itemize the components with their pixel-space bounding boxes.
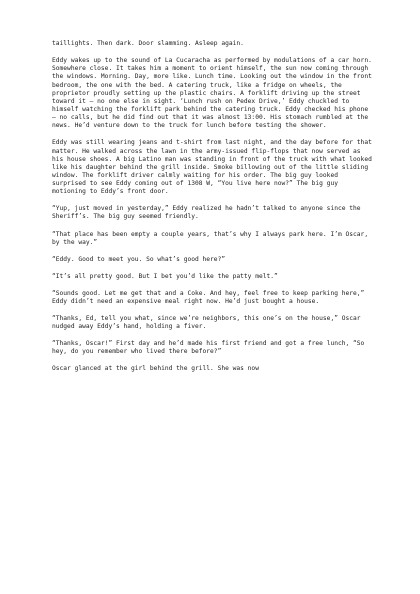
paragraph: “Eddy. Good to meet you. So what’s good here?” [52,255,226,263]
paragraph: “Thanks, Oscar!” First day and he’d made his first friend and got a free lunch, “So hey, do you remember who lived there before?” [52,340,365,356]
paragraph: “That place has been empty a couple years, that’s why I always park here. I’m Oscar, by the way.” [52,230,369,246]
paragraph: “Thanks, Ed, tell you what, since we’re neighbors, this one’s on the house,” Oscar nudged away Eddy’s hand, holding a fiver. [52,315,361,331]
paragraph: “Yup, just moved in yesterday,” Eddy realized he hadn’t talked to anyone since the Sheriff’s. The big guy seemed friendly. [52,205,361,221]
paragraph: Oscar glanced at the girl behind the grill. She was now [52,365,259,373]
paragraph: Eddy was still wearing jeans and t-shirt from last night, and the day before for that matter. He walked across the lawn in the army-issued flip-flops that now served as his house shoes. A big Latino man was standing in front of the truck with what looked like his daughter behind the grill inside. Smoke billowing out of the little sliding window. The forklift driver calmly waiting for his order. The big guy looked surprised to see Eddy coming out of 1308 W, “You live here now?” The big guy motioning to Eddy’s front door. [52,139,372,196]
paragraph: “It’s all pretty good. But I bet you’d like the patty melt.” [52,272,278,280]
document-body [52,40,374,382]
paragraph: taillights. Then dark. Door slamming. Asleep again. [52,40,244,47]
paragraph: “Sounds good. Let me get that and a Coke. And hey, feel free to keep parking here,” Eddy didn’t need an expensive meal right now. He’d just bought a house. [52,289,365,305]
paragraph: Eddy wakes up to the sound of La Cucaracha as performed by modulations of a car horn. Somewhere close. It takes him a moment to orient himself, the sun now coming through the windows. Morning. Day, more like. Lunch time. Looking out the window in the front bedroom, the one with the bed. A catering truck, like a fridge on wheels, the proprietor proudly setting up the plastic chairs. A forklift driving up the street toward it – no one else in sight. ‘Lunch rush on Pedex Drive,’ Eddy chuckled to himself watching the forklift park behind the catering truck. Eddy checked his phone – no calls, but he did find out that it was almost 13:00. His stomach rumbled at the news. He’d venture down to the truck for lunch before testing the shower. [52,57,372,130]
